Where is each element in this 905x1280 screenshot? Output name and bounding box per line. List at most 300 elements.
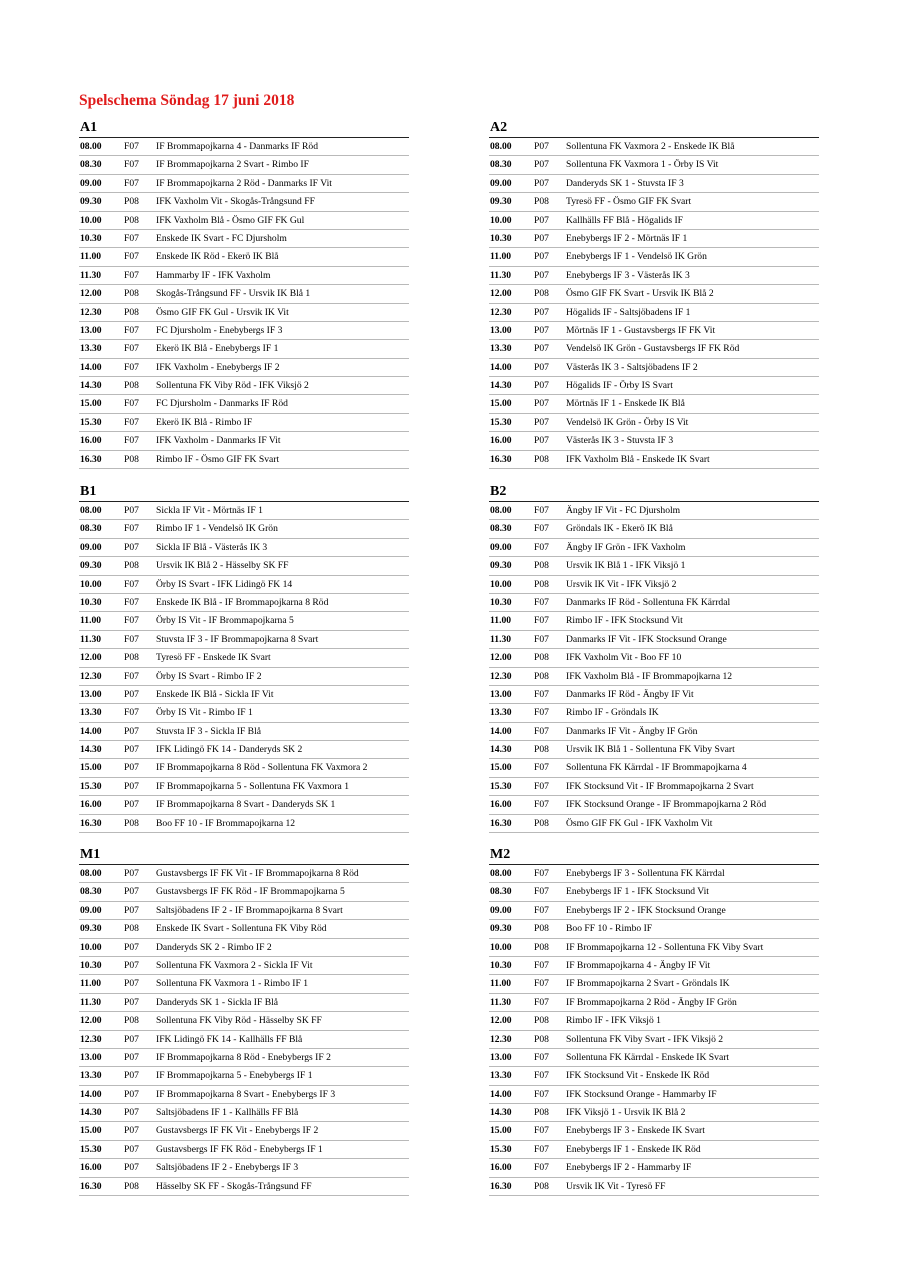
match-time: 13.00	[80, 324, 102, 336]
match-time: 12.00	[80, 1015, 102, 1027]
match-time: 15.00	[80, 1125, 102, 1137]
match-teams: IFK Stocksund Orange - Hammarby IF	[566, 1088, 717, 1100]
schedule-row	[489, 975, 819, 993]
match-teams: IF Brommapojkarna 4 - Ängby IF Vit	[566, 959, 711, 971]
match-teams: Enebybergs IF 2 - Mörtnäs IF 1	[566, 232, 688, 244]
match-teams: Enskede IK Blå - Sickla IF Vit	[156, 688, 274, 700]
schedule-row	[79, 994, 409, 1012]
schedule-row	[79, 1067, 409, 1085]
match-time: 13.30	[80, 707, 102, 719]
schedule-group-b1	[79, 483, 409, 833]
match-teams: IF Brommapojkarna 8 Svart - Enebybergs IF 3	[156, 1088, 336, 1100]
schedule-row	[79, 1178, 409, 1196]
match-class: F07	[534, 959, 549, 971]
match-class: F07	[124, 343, 139, 355]
schedule-row	[79, 138, 409, 156]
match-teams: Sollentuna FK Vaxmora 1 - Rimbo IF 1	[156, 978, 308, 990]
schedule-row	[79, 1159, 409, 1177]
match-class: F07	[124, 269, 139, 281]
match-teams: Gustavsbergs IF FK Vit - Enebybergs IF 2	[156, 1125, 319, 1137]
schedule-row	[489, 1067, 819, 1085]
match-class: F07	[534, 904, 549, 916]
match-teams: Enebybergs IF 1 - Vendelsö IK Grön	[566, 251, 707, 263]
match-time: 12.00	[490, 652, 512, 664]
schedule-row	[79, 248, 409, 266]
match-time: 12.30	[490, 306, 512, 318]
match-class: P07	[534, 361, 549, 373]
schedule-row	[489, 1086, 819, 1104]
match-teams: Danmarks IF Röd - Ängby IF Vit	[566, 688, 694, 700]
match-time: 15.30	[80, 780, 102, 792]
match-class: F07	[124, 398, 139, 410]
match-teams: Danmarks IF Vit - IFK Stocksund Orange	[566, 633, 727, 645]
match-time: 16.00	[80, 1162, 102, 1174]
schedule-row	[79, 759, 409, 777]
match-time: 15.30	[80, 1143, 102, 1155]
match-class: P07	[124, 941, 139, 953]
match-teams: Sollentuna FK Vaxmora 1 - Örby IS Vit	[566, 159, 719, 171]
match-time: 12.30	[80, 306, 102, 318]
match-class: P07	[124, 1143, 139, 1155]
match-teams: Danderyds SK 2 - Rimbo IF 2	[156, 941, 272, 953]
match-class: F07	[124, 523, 139, 535]
schedule-row	[489, 759, 819, 777]
match-teams: Gröndals IK - Ekerö IK Blå	[566, 523, 673, 535]
match-teams: Hässelby SK FF - Skogås-Trångsund FF	[156, 1180, 312, 1192]
match-class: P07	[124, 868, 139, 879]
match-time: 16.00	[80, 799, 102, 811]
match-teams: IFK Lidingö FK 14 - Kallhälls FF Blå	[156, 1033, 303, 1045]
match-class: P07	[534, 398, 549, 410]
schedule-row	[489, 594, 819, 612]
match-class: P08	[534, 578, 549, 590]
match-class: F07	[124, 232, 139, 244]
match-teams: Saltsjöbadens IF 1 - Kallhälls FF Blå	[156, 1107, 299, 1119]
match-teams: IFK Stocksund Vit - IF Brommapojkarna 2 Svart	[566, 780, 754, 792]
match-time: 09.00	[490, 904, 512, 916]
match-teams: Enskede IK Svart - FC Djursholm	[156, 232, 287, 244]
match-teams: IFK Vaxholm Blå - Enskede IK Svart	[566, 453, 710, 465]
schedule-row	[79, 432, 409, 450]
schedule-row	[79, 576, 409, 594]
match-time: 15.30	[490, 416, 512, 428]
match-time: 10.00	[490, 578, 512, 590]
match-teams: Stuvsta IF 3 - Sickla IF Blå	[156, 725, 261, 737]
match-teams: IF Brommapojkarna 8 Röd - Enebybergs IF 2	[156, 1051, 331, 1063]
match-teams: Skogås-Trångsund FF - Ursvik IK Blå 1	[156, 288, 311, 300]
match-teams: Rimbo IF 1 - Vendelsö IK Grön	[156, 523, 278, 535]
schedule-row	[489, 267, 819, 285]
match-time: 12.00	[490, 288, 512, 300]
match-time: 15.00	[490, 398, 512, 410]
match-teams: Rimbo IF - Ösmo GIF FK Svart	[156, 453, 280, 465]
match-teams: Enebybergs IF 3 - Sollentuna FK Kärrdal	[566, 868, 725, 879]
match-time: 11.30	[490, 633, 512, 645]
match-time: 09.00	[80, 904, 102, 916]
schedule-row	[79, 686, 409, 704]
schedule-row	[79, 451, 409, 469]
match-teams: IF Brommapojkarna 2 Svart - Gröndals IK	[566, 978, 730, 990]
schedule-row	[79, 156, 409, 174]
match-time: 08.00	[80, 505, 102, 516]
schedule-row	[79, 285, 409, 303]
match-class: F07	[124, 159, 139, 171]
schedule-row	[79, 865, 409, 883]
match-time: 12.00	[80, 288, 102, 300]
match-time: 11.30	[490, 269, 512, 281]
match-class: P07	[124, 959, 139, 971]
match-time: 11.00	[490, 615, 512, 627]
match-time: 16.00	[490, 799, 512, 811]
match-time: 14.30	[490, 744, 512, 756]
match-class: P07	[124, 886, 139, 898]
match-teams: Enebybergs IF 1 - IFK Stocksund Vit	[566, 886, 709, 898]
match-class: P08	[534, 941, 549, 953]
match-teams: Ängby IF Grön - IFK Vaxholm	[566, 541, 686, 553]
match-class: P07	[534, 232, 549, 244]
match-time: 14.00	[80, 361, 102, 373]
match-time: 09.30	[490, 923, 512, 935]
schedule-row	[79, 723, 409, 741]
match-class: P08	[534, 196, 549, 208]
match-time: 14.30	[80, 380, 102, 392]
match-time: 09.00	[490, 541, 512, 553]
schedule-row	[79, 520, 409, 538]
schedule-row	[489, 304, 819, 322]
schedule-row	[489, 815, 819, 833]
match-class: P07	[124, 978, 139, 990]
match-class: P07	[124, 1088, 139, 1100]
group-title: A1	[79, 119, 409, 138]
group-title: M2	[489, 846, 819, 865]
match-teams: FC Djursholm - Enebybergs IF 3	[156, 324, 283, 336]
match-teams: Sollentuna FK Kärrdal - Enskede IK Svart	[566, 1051, 730, 1063]
match-class: F07	[534, 1088, 549, 1100]
match-time: 10.00	[80, 941, 102, 953]
group-title: B2	[489, 483, 819, 502]
match-teams: Ursvik IK Blå 1 - IFK Viksjö 1	[566, 560, 686, 572]
match-teams: Mörtnäs IF 1 - Enskede IK Blå	[566, 398, 685, 410]
schedule-row	[79, 1104, 409, 1122]
match-class: P08	[124, 1015, 139, 1027]
schedule-row	[489, 704, 819, 722]
match-class: F07	[534, 780, 549, 792]
schedule-row	[489, 212, 819, 230]
match-class: F07	[124, 416, 139, 428]
match-teams: Kallhälls FF Blå - Högalids IF	[566, 214, 683, 226]
schedule-row	[79, 883, 409, 901]
schedule-row	[79, 1122, 409, 1140]
schedule-row	[489, 248, 819, 266]
schedule-row	[79, 502, 409, 520]
schedule-row	[489, 230, 819, 248]
match-time: 13.30	[80, 1070, 102, 1082]
match-time: 11.30	[80, 269, 102, 281]
match-time: 10.30	[80, 959, 102, 971]
match-class: P07	[534, 177, 549, 189]
match-teams: IFK Vaxholm Blå - IF Brommapojkarna 12	[566, 670, 733, 682]
schedule-row	[489, 902, 819, 920]
match-class: P08	[124, 1180, 139, 1192]
match-time: 15.30	[80, 416, 102, 428]
match-time: 10.30	[80, 596, 102, 608]
match-class: F07	[124, 596, 139, 608]
schedule-row	[79, 741, 409, 759]
schedule-row	[489, 1104, 819, 1122]
schedule-row	[79, 395, 409, 413]
match-class: P07	[124, 996, 139, 1008]
match-teams: Tyresö FF - Enskede IK Svart	[156, 652, 271, 664]
match-class: P08	[124, 196, 139, 208]
schedule-row	[79, 631, 409, 649]
match-teams: FC Djursholm - Danmarks IF Röd	[156, 398, 288, 410]
match-time: 13.30	[490, 707, 512, 719]
schedule-row	[489, 576, 819, 594]
match-class: P07	[124, 688, 139, 700]
schedule-row	[79, 939, 409, 957]
schedule-row	[489, 1049, 819, 1067]
match-teams: Danderyds SK 1 - Stuvsta IF 3	[566, 177, 684, 189]
schedule-row	[79, 704, 409, 722]
schedule-row	[79, 267, 409, 285]
match-teams: Enskede IK Röd - Ekerö IK Blå	[156, 251, 279, 263]
match-teams: Ängby IF Vit - FC Djursholm	[566, 505, 681, 516]
match-class: P07	[124, 780, 139, 792]
schedule-row	[79, 1049, 409, 1067]
match-class: P08	[124, 453, 139, 465]
match-teams: Enebybergs IF 3 - Västerås IK 3	[566, 269, 690, 281]
schedule-row	[79, 796, 409, 814]
match-teams: Enebybergs IF 2 - Hammarby IF	[566, 1162, 692, 1174]
match-time: 11.00	[80, 615, 102, 627]
schedule-row	[79, 594, 409, 612]
match-teams: IF Brommapojkarna 12 - Sollentuna FK Viby Svart	[566, 941, 764, 953]
match-teams: Sickla IF Vit - Mörtnäs IF 1	[156, 505, 263, 516]
match-class: P08	[534, 670, 549, 682]
match-time: 10.00	[80, 578, 102, 590]
match-time: 13.00	[490, 688, 512, 700]
match-time: 14.30	[80, 1107, 102, 1119]
schedule-row	[489, 340, 819, 358]
match-time: 08.30	[490, 886, 512, 898]
match-class: F07	[534, 633, 549, 645]
schedule-group-m1	[79, 846, 409, 1196]
match-class: P08	[534, 744, 549, 756]
match-class: P08	[534, 453, 549, 465]
match-teams: Rimbo IF - Gröndals IK	[566, 707, 659, 719]
schedule-row	[489, 778, 819, 796]
schedule-row	[489, 377, 819, 395]
match-class: F07	[534, 1162, 549, 1174]
match-class: P08	[124, 923, 139, 935]
match-time: 09.30	[80, 196, 102, 208]
group-title: B1	[79, 483, 409, 502]
match-teams: Danmarks IF Vit - Ängby IF Grön	[566, 725, 698, 737]
schedule-row	[489, 193, 819, 211]
match-time: 16.00	[490, 435, 512, 447]
match-teams: IF Brommapojkarna 4 - Danmarks IF Röd	[156, 141, 319, 152]
match-time: 09.30	[80, 560, 102, 572]
match-time: 16.30	[490, 1180, 512, 1192]
schedule-row	[79, 1141, 409, 1159]
schedule-row	[489, 285, 819, 303]
match-time: 16.30	[80, 817, 102, 829]
match-class: P07	[124, 725, 139, 737]
match-time: 10.30	[490, 596, 512, 608]
schedule-row	[79, 414, 409, 432]
match-class: P07	[124, 1070, 139, 1082]
match-class: P07	[124, 541, 139, 553]
schedule-row	[79, 902, 409, 920]
schedule-row	[489, 1012, 819, 1030]
match-teams: IF Brommapojkarna 2 Röd - Ängby IF Grön	[566, 996, 737, 1008]
match-time: 16.00	[490, 1162, 512, 1174]
match-time: 10.30	[80, 232, 102, 244]
match-class: P07	[534, 435, 549, 447]
match-teams: IF Brommapojkarna 2 Röd - Danmarks IF Vit	[156, 177, 332, 189]
schedule-row	[489, 631, 819, 649]
match-teams: Örby IS Vit - Rimbo IF 1	[156, 707, 253, 719]
match-teams: IF Brommapojkarna 8 Svart - Danderyds SK 1	[156, 799, 336, 811]
schedule-group-a2	[489, 119, 819, 469]
match-class: P07	[124, 505, 139, 516]
match-class: P07	[124, 799, 139, 811]
match-class: P07	[534, 324, 549, 336]
match-time: 14.30	[490, 1107, 512, 1119]
match-teams: Boo FF 10 - Rimbo IF	[566, 923, 653, 935]
match-teams: Ursvik IK Blå 1 - Sollentuna FK Viby Svart	[566, 744, 735, 756]
schedule-row	[489, 741, 819, 759]
schedule-row	[489, 502, 819, 520]
match-teams: Gustavsbergs IF FK Röd - IF Brommapojkarna 5	[156, 886, 345, 898]
match-class: F07	[534, 505, 549, 516]
match-class: F07	[124, 177, 139, 189]
match-time: 08.00	[490, 505, 512, 516]
schedule-row	[489, 865, 819, 883]
match-class: P08	[534, 1180, 549, 1192]
schedule-group-b2	[489, 483, 819, 833]
schedule-row	[489, 451, 819, 469]
match-teams: Västerås IK 3 - Saltsjöbadens IF 2	[566, 361, 698, 373]
page-title: Spelschema Söndag 17 juni 2018	[79, 92, 295, 109]
match-time: 09.30	[490, 560, 512, 572]
match-class: F07	[534, 1051, 549, 1063]
match-teams: Sollentuna FK Kärrdal - IF Brommapojkarna 4	[566, 762, 747, 774]
match-teams: Ösmo GIF FK Gul - Ursvik IK Vit	[156, 306, 289, 318]
schedule-row	[79, 340, 409, 358]
match-time: 13.30	[80, 343, 102, 355]
match-time: 16.30	[490, 453, 512, 465]
schedule-group-m2	[489, 846, 819, 1196]
schedule-row	[79, 957, 409, 975]
match-teams: Stuvsta IF 3 - IF Brommapojkarna 8 Svart	[156, 633, 319, 645]
schedule-row	[489, 138, 819, 156]
match-time: 10.30	[490, 959, 512, 971]
match-class: F07	[534, 886, 549, 898]
match-class: P08	[534, 1015, 549, 1027]
match-time: 11.00	[490, 978, 512, 990]
match-time: 15.00	[80, 762, 102, 774]
match-teams: Enskede IK Svart - Sollentuna FK Viby Röd	[156, 923, 327, 935]
match-time: 14.30	[490, 380, 512, 392]
match-class: P08	[124, 560, 139, 572]
match-teams: Sollentuna FK Viby Röd - IFK Viksjö 2	[156, 380, 309, 392]
match-teams: Saltsjöbadens IF 2 - Enebybergs IF 3	[156, 1162, 299, 1174]
match-class: F07	[534, 978, 549, 990]
schedule-row	[489, 1122, 819, 1140]
schedule-row	[79, 230, 409, 248]
match-teams: Rimbo IF - IFK Viksjö 1	[566, 1015, 661, 1027]
match-class: P07	[124, 904, 139, 916]
match-class: P08	[124, 214, 139, 226]
match-time: 13.30	[490, 343, 512, 355]
schedule-row	[489, 883, 819, 901]
schedule-row	[79, 1086, 409, 1104]
schedule-row	[79, 975, 409, 993]
match-time: 10.30	[490, 232, 512, 244]
match-teams: Danderyds SK 1 - Sickla IF Blå	[156, 996, 279, 1008]
match-time: 11.00	[80, 251, 102, 263]
match-time: 14.00	[490, 1088, 512, 1100]
match-class: F07	[534, 707, 549, 719]
match-time: 14.00	[490, 725, 512, 737]
match-teams: Tyresö FF - Ösmo GIF FK Svart	[566, 196, 692, 208]
match-class: P07	[534, 214, 549, 226]
match-teams: IF Brommapojkarna 2 Svart - Rimbo IF	[156, 159, 309, 171]
match-class: P07	[534, 141, 549, 152]
schedule-row	[489, 649, 819, 667]
match-class: P08	[124, 380, 139, 392]
match-time: 15.00	[80, 398, 102, 410]
schedule-row	[489, 920, 819, 938]
match-teams: Sollentuna FK Vaxmora 2 - Sickla IF Vit	[156, 959, 313, 971]
match-class: P07	[124, 762, 139, 774]
match-teams: Hammarby IF - IFK Vaxholm	[156, 269, 271, 281]
match-class: F07	[534, 688, 549, 700]
match-class: P07	[124, 1125, 139, 1137]
match-time: 11.30	[80, 633, 102, 645]
schedule-row	[79, 304, 409, 322]
match-class: P08	[124, 288, 139, 300]
match-teams: IFK Vaxholm Vit - Boo FF 10	[566, 652, 682, 664]
schedule-row	[79, 778, 409, 796]
match-time: 14.00	[80, 1088, 102, 1100]
match-class: F07	[124, 324, 139, 336]
match-class: F07	[124, 633, 139, 645]
match-time: 08.00	[80, 141, 102, 152]
match-teams: IFK Stocksund Vit - Enskede IK Röd	[566, 1070, 710, 1082]
match-class: F07	[124, 670, 139, 682]
match-teams: IFK Vaxholm Vit - Skogås-Trångsund FF	[156, 196, 315, 208]
match-class: F07	[534, 762, 549, 774]
schedule-row	[79, 557, 409, 575]
match-teams: IFK Lidingö FK 14 - Danderyds SK 2	[156, 744, 303, 756]
schedule-row	[79, 1031, 409, 1049]
match-class: F07	[534, 541, 549, 553]
match-time: 14.00	[490, 361, 512, 373]
schedule-row	[489, 668, 819, 686]
match-teams: Vendelsö IK Grön - Örby IS Vit	[566, 416, 689, 428]
match-class: P07	[124, 1162, 139, 1174]
match-class: F07	[534, 868, 549, 879]
match-time: 11.30	[490, 996, 512, 1008]
match-teams: IFK Stocksund Orange - IF Brommapojkarna 2 Röd	[566, 799, 767, 811]
match-teams: Örby IS Svart - IFK Lidingö FK 14	[156, 578, 293, 590]
match-teams: Örby IS Svart - Rimbo IF 2	[156, 670, 262, 682]
schedule-row	[79, 920, 409, 938]
match-time: 09.00	[80, 177, 102, 189]
match-time: 15.00	[490, 1125, 512, 1137]
